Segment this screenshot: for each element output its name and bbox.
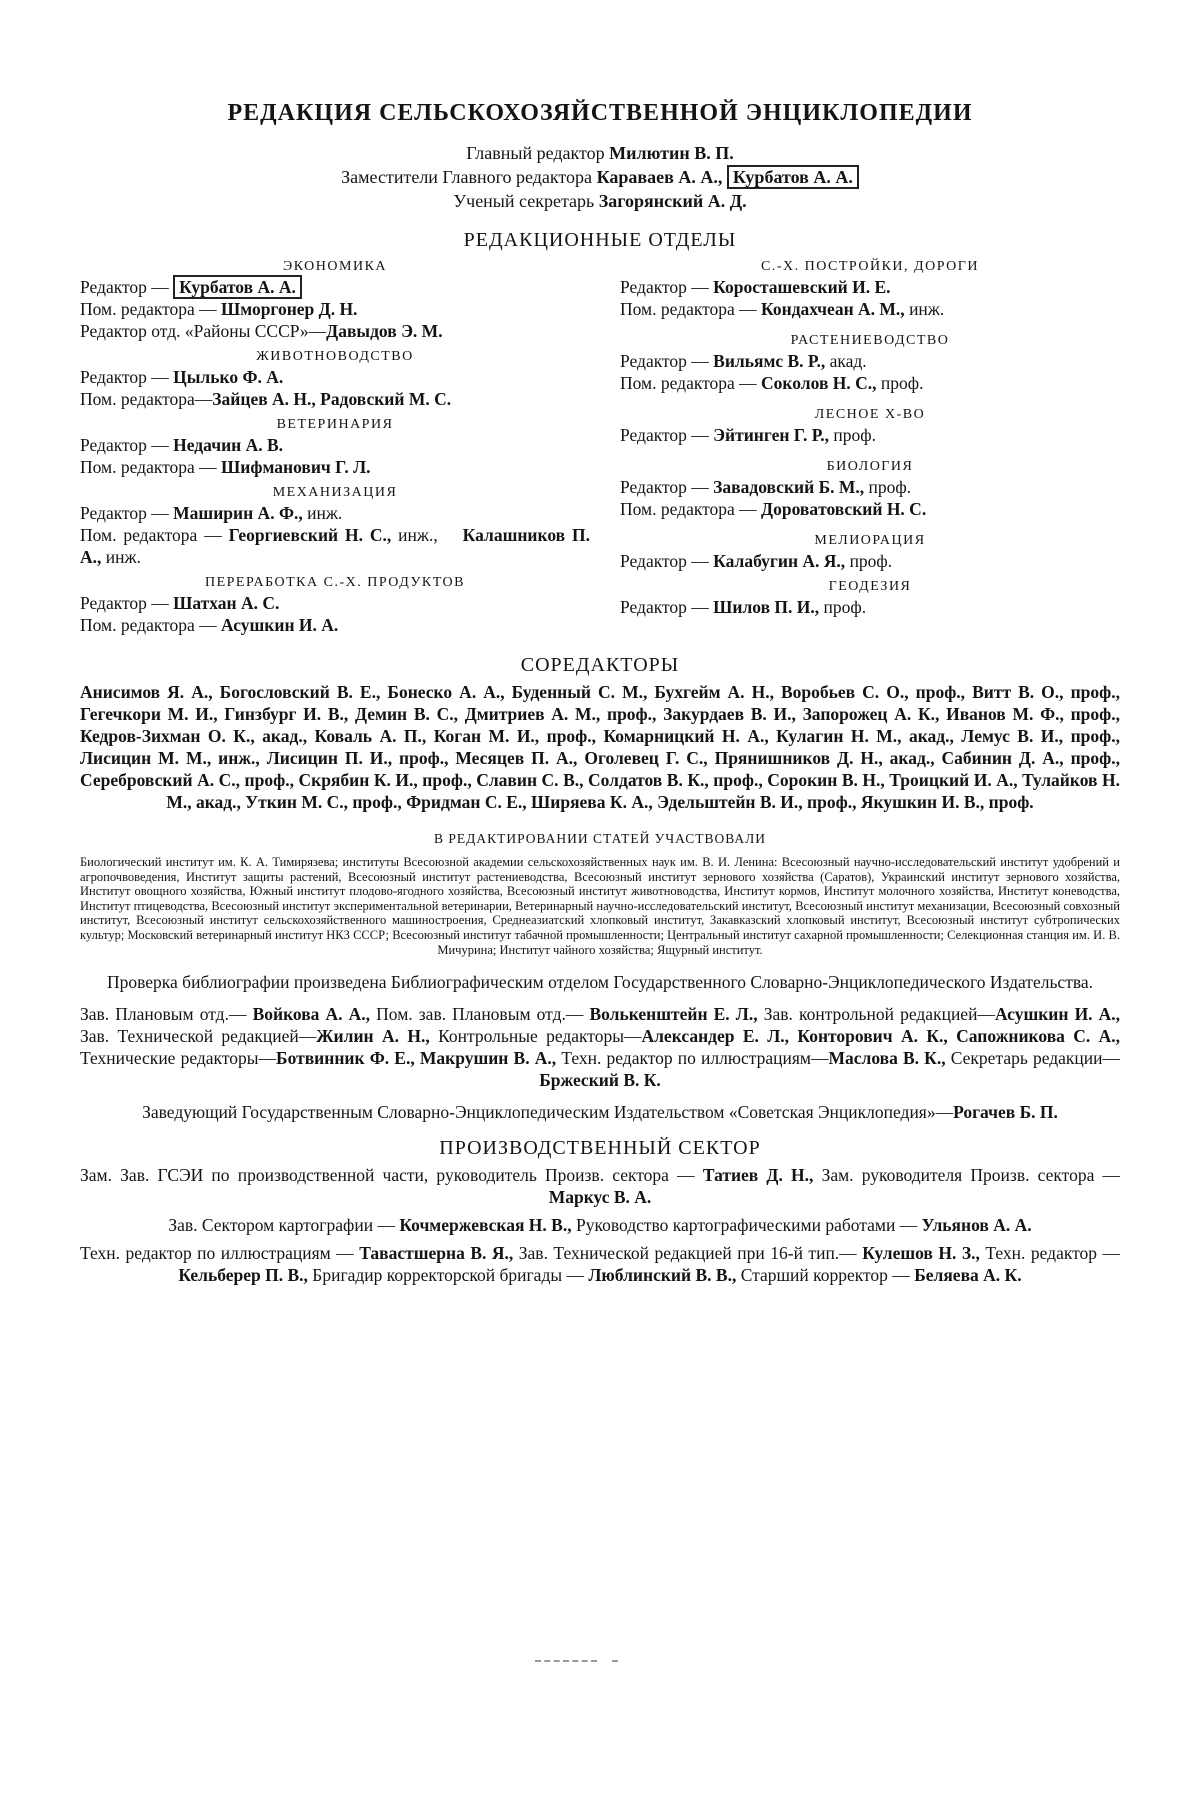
editor-name: Недачин А. В. <box>173 435 284 455</box>
chief-label: Главный редактор <box>466 143 605 163</box>
masthead <box>80 141 1120 213</box>
production-paragraph-1 <box>80 1164 1120 1208</box>
dept-heading: ГЕОДЕЗИЯ <box>828 579 912 594</box>
dept-heading: ВЕТЕРИНАРИЯ <box>276 417 394 432</box>
editor-name: Завадовский Б. М., <box>713 477 865 497</box>
role-label: Редактор — <box>620 477 709 497</box>
dept-heading: РАСТЕНИЕВОДСТВО <box>790 333 950 348</box>
title-suffix: проф. <box>849 551 893 571</box>
person-name: Рогачев Б. П. <box>953 1102 1058 1123</box>
title-suffix: проф. <box>880 373 924 393</box>
editor-name: Соколов Н. С., <box>761 373 877 393</box>
role-label: Зав. Плановым отд.— <box>80 1004 247 1025</box>
deputies-label: Заместители Главного редактора <box>341 167 593 187</box>
role-label: Редактор — <box>80 503 169 523</box>
role-label: Пом. редактора — <box>80 299 217 319</box>
person-name: Беляева А. К. <box>914 1265 1022 1286</box>
role-label: Редактор отд. «Районы СССР»— <box>80 321 327 341</box>
production-title: ПРОИЗВОДСТВЕННЫЙ СЕКТОР <box>439 1137 761 1160</box>
dept-heading: ЛЕСНОЕ Х-ВО <box>814 407 926 422</box>
role-label: Старший корректор — <box>740 1265 910 1286</box>
bibliography-note: Проверка библиографии произведена Библиографическим отделом Государственного Словарно-Энциклопедического Издательства. <box>106 972 1094 993</box>
role-label: Пом. зав. Плановым отд.— <box>376 1004 584 1025</box>
secretary-name: Загорянский А. Д. <box>598 191 747 211</box>
person-name: Маркус В. А. <box>548 1187 652 1208</box>
editor-name: Давыдов Э. М. <box>326 321 443 341</box>
dept-heading: ЭКОНОМИКА <box>282 259 388 274</box>
bottom-divider-dot <box>612 1660 618 1662</box>
role-label: Заведующий Государственным Словарно-Энциклопедическим Издательством «Советская Энциклопедия»— <box>142 1102 954 1123</box>
title-suffix: инж. <box>105 547 141 567</box>
coeditors-list: Анисимов Я. А., Богословский В. Е., Бонеско А. А., Буденный С. М., Бухгейм А. Н., Воробьев С. О., проф., Витт В. О., проф., Гегечкори М. И., Гинзбург И. В., Демин В. С., Дмитриев А. М., проф., Закурдаев В. И., Запорожец А. К., Иванов М. Ф., проф., Кедров-Зихман О. К., акад., Коваль А. П., Коган М. И., проф., Комарницкий Н. А., Кулагин Н. М., акад., Лемус В. И., проф., Лисицин М. М., инж., Лисицин П. И., проф., Месяцев П. А., Оголевец Г. С., Прянишников Д. Н., акад., Сабинин Д. А., проф., Серебровский А. С., проф., Скрябин К. И., проф., Славин С. В., Солдатов В. К., проф., Сорокин В. Н., Троицкий И. А., Тулайков Н. М., акад., Уткин М. С., проф., Фридман С. Е., Ширяева К. А., Эдельштейн В. И., проф., Якушкин И. В., проф. <box>80 682 1120 812</box>
production-paragraph-3 <box>80 1242 1120 1286</box>
publisher-paragraph <box>80 1101 1120 1123</box>
person-name: Кочмержевская Н. В., <box>399 1215 572 1236</box>
role-label: Редактор — <box>620 551 709 571</box>
contributors-title: В РЕДАКТИРОВАНИИ СТАТЕЙ УЧАСТВОВАЛИ <box>433 831 767 846</box>
role-label: Редактор — <box>620 597 709 617</box>
title-suffix: проф. <box>868 477 912 497</box>
title-suffix: инж., <box>398 525 438 545</box>
role-label: Зам. руководителя Произв. сектора — <box>821 1165 1121 1186</box>
editor-name: Цылько Ф. А. <box>173 367 284 387</box>
editor-name: Доровaтовский Н. С. <box>761 499 927 519</box>
title-suffix: проф. <box>823 597 867 617</box>
contributors-list: Биологический институт им. К. А. Тимирязева; институты Всесоюзной академии сельскохозяйственных наук им. В. И. Ленина: Всесоюзный научно-исследовательский институт удобрений и агропочвоведения, Институт защиты растений, Всесоюзный институт растениеводства, Всесоюзный институт зернового хозяйства (Саратов), Украинский институт зернового хозяйства, Институт овощного хозяйства, Южный институт плодово-ягодного хозяйства, Всесоюзный институт животноводства, Институт кормов, Институт молочного хозяйства, Институт коневодства, Институт птицеводства, Всесоюзный институт экспериментальной ветеринарии, Ветеринарный научно-исследовательский институт, Всесоюзный институт механизации, Всесоюзный совхозный институт, Всесоюзный институт сельскохозяйственного машиностроения, Среднеазиатский хлопковый институт, Закавказский хлопковый институт, Всесоюзный институт субтропических культур; Московский ветеринарный институт НКЗ СССР; Всесоюзный институт табачной промышленности; Центральный институт сахарной промышленности; Селекционная станция им. И. В. Мичурина; Институт чайного хозяйства; Ящурный институт. <box>80 855 1120 957</box>
role-label: Бригадир корректорской бригады — <box>312 1265 584 1286</box>
title-suffix: акад. <box>829 351 867 371</box>
editor-name: Георгиевский Н. С., <box>228 525 392 545</box>
departments-left <box>80 258 590 636</box>
editor-name: Калашников П. А., <box>80 525 591 567</box>
editor-name: Асушкин И. А. <box>221 615 339 635</box>
secretary-line <box>80 189 1120 213</box>
dept-heading: С.-Х. ПОСТРОЙКИ, ДОРОГИ <box>761 259 979 274</box>
editor-name: Шилов П. И., <box>713 597 820 617</box>
role-label: Техн. редактор по иллюстрациям — <box>80 1243 354 1264</box>
role-label: Редактор — <box>620 351 709 371</box>
page-title: РЕДАКЦИЯ СЕЛЬСКОХОЗЯЙСТВЕННОЙ ЭНЦИКЛОПЕДИИ <box>227 100 973 126</box>
person-name: Войкова А. А., <box>252 1004 371 1025</box>
role-label: Технические редакторы— <box>80 1048 277 1069</box>
role-label: Редактор — <box>80 367 169 387</box>
deputy-2: Курбатов А. А. <box>727 165 859 189</box>
bottom-divider <box>535 1660 597 1662</box>
chief-name: Милютин В. П. <box>609 143 734 163</box>
person-name: Асушкин И. А., <box>994 1004 1121 1025</box>
role-label: Контрольные редакторы— <box>438 1026 642 1047</box>
role-label: Пом. редактора— <box>80 389 213 409</box>
secretary-label: Ученый секретарь <box>453 191 595 211</box>
role-label: Пом. редактора — <box>620 373 757 393</box>
editor-name: Шифманович Г. Л. <box>221 457 371 477</box>
departments-columns <box>80 258 1120 636</box>
person-name: Бржеский В. К. <box>539 1070 661 1091</box>
role-label: Зав. контрольной редакцией— <box>763 1004 995 1025</box>
role-label: Секретарь редакции— <box>950 1048 1121 1069</box>
editor-name: Коросташевский И. Е. <box>713 277 891 297</box>
production-paragraph-2 <box>80 1214 1120 1236</box>
editor-name: Вильямс В. Р., <box>713 351 826 371</box>
staff-paragraph <box>80 1003 1120 1091</box>
deputies-line <box>80 165 1120 189</box>
role-label: Руководство картографическими работами — <box>575 1215 918 1236</box>
dept-heading: МЕХАНИЗАЦИЯ <box>272 485 398 500</box>
departments-right <box>620 258 1120 636</box>
role-label: Зав. Технической редакцией— <box>80 1026 317 1047</box>
person-name: Маслова В. К., <box>828 1048 946 1069</box>
editor-name: Калабугин А. Я., <box>713 551 846 571</box>
title-suffix: инж. <box>909 299 945 319</box>
role-label: Техн. редактор по иллюстрациям— <box>561 1048 829 1069</box>
editor-name: Зайцев А. Н., Радовский М. С. <box>212 389 452 409</box>
editor-name: Шатхан А. С. <box>173 593 280 613</box>
departments-title: РЕДАКЦИОННЫЕ ОТДЕЛЫ <box>463 229 737 251</box>
person-name: Ботвинник Ф. Е., Макрушин В. А., <box>276 1048 557 1069</box>
person-name: Кельберер П. В., <box>178 1265 308 1286</box>
role-label: Редактор — <box>80 593 169 613</box>
editor-name: Курбатов А. А. <box>173 275 302 299</box>
title-suffix: проф. <box>833 425 876 445</box>
editor-name: Кондахчеан А. М., <box>761 299 905 319</box>
page <box>80 100 1120 1286</box>
editor-name: Шморгонер Д. Н. <box>221 299 358 319</box>
role-label: Редактор — <box>620 425 709 445</box>
person-name: Жилин А. Н., <box>316 1026 430 1047</box>
role-label: Редактор — <box>80 435 169 455</box>
dept-heading: ЖИВОТНОВОДСТВО <box>256 349 414 364</box>
chief-editor-line <box>80 141 1120 165</box>
dept-heading: МЕЛИОРАЦИЯ <box>814 533 926 548</box>
role-label: Редактор — <box>80 277 169 297</box>
title-suffix: инж. <box>307 503 343 523</box>
person-name: Кулешов Н. З., <box>862 1243 980 1264</box>
dept-heading: ПЕРЕРАБОТКА С.-Х. ПРОДУКТОВ <box>204 575 466 590</box>
role-label: Пом. редактора — <box>80 615 217 635</box>
person-name: Тавастшерна В. Я., <box>359 1243 514 1264</box>
role-label: Зав. Сектором картографии — <box>168 1215 395 1236</box>
role-label: Пом. редактора — <box>620 299 757 319</box>
role-label: Пом. редактора — <box>80 525 222 545</box>
role-label: Зам. Зав. ГСЭИ по производственной части, руководитель Произв. сектора — <box>80 1165 695 1186</box>
editor-name: Эйтинген Г. Р., <box>713 425 829 445</box>
editor-name: Маширин А. Ф., <box>173 503 303 523</box>
role-label: Техн. редактор — <box>985 1243 1121 1264</box>
person-name: Ульянов А. А. <box>921 1215 1032 1236</box>
dept-heading: БИОЛОГИЯ <box>826 459 914 474</box>
role-label: Пом. редактора — <box>80 457 217 477</box>
role-label: Редактор — <box>620 277 709 297</box>
role-label: Пом. редактора — <box>620 499 757 519</box>
person-name: Люблинский В. В., <box>588 1265 737 1286</box>
person-name: Волькенштейн Е. Л., <box>589 1004 758 1025</box>
person-name: Татиев Д. Н., <box>702 1165 814 1186</box>
coeditors-title: СОРЕДАКТОРЫ <box>520 654 680 676</box>
role-label: Зав. Технической редакцией при 16-й тип.— <box>518 1243 857 1264</box>
deputy-1: Каравaев А. А., <box>596 167 723 187</box>
person-name: Александер Е. Л., Конторович А. К., Сапожникова С. А., <box>641 1026 1120 1047</box>
